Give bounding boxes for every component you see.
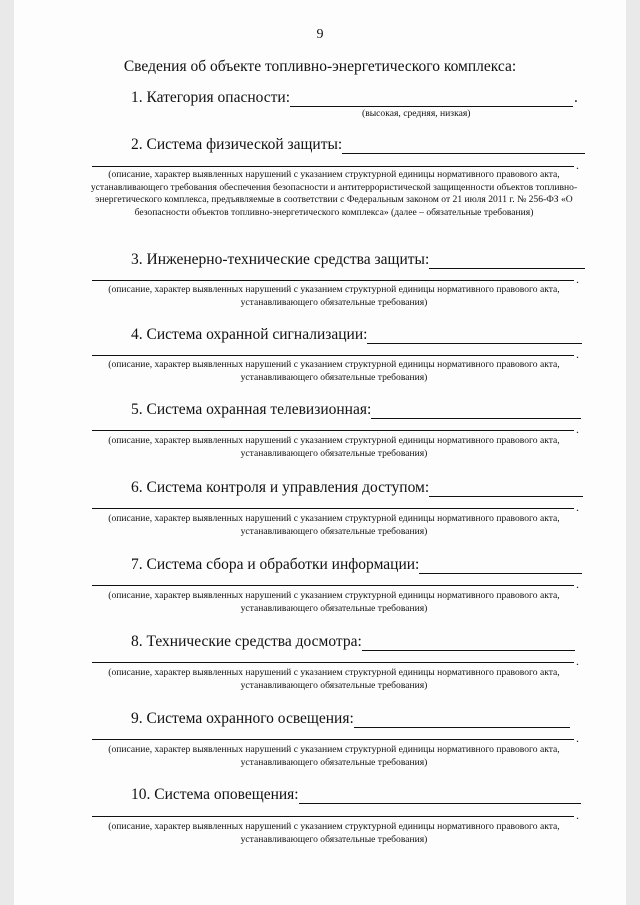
field-6-note: (описание, характер выявленных нарушений с указанием структурной единицы нормативного правового акта, устанавливающего обязательные требования) xyxy=(108,513,560,537)
field-4-label: 4. Система охранной сигнализации: xyxy=(131,326,368,343)
field-9-blank[interactable] xyxy=(354,712,570,728)
field-7-note: (описание, характер выявленных нарушений с указанием структурной единицы нормативного правового акта, устанавливающего обязательные требования) xyxy=(108,590,560,614)
field-2-label: 2. Система физической защиты: xyxy=(131,136,343,153)
field-7 xyxy=(131,556,582,574)
field-8 xyxy=(131,633,575,651)
field-5-note: (описание, характер выявленных нарушений с указанием структурной единицы нормативного правового акта, устанавливающего обязательные требования) xyxy=(108,435,560,459)
field-2-blank[interactable] xyxy=(342,138,585,154)
field-3-continuation-line[interactable]: . xyxy=(92,280,574,281)
field-7-label: 7. Система сбора и обработки информации: xyxy=(131,556,420,573)
field-1-blank[interactable] xyxy=(290,91,573,107)
field-8-continuation-line[interactable]: . xyxy=(92,662,574,663)
field-6 xyxy=(131,479,583,497)
field-10-continuation-line[interactable]: . xyxy=(92,816,574,817)
field-2-continuation-line[interactable]: . xyxy=(92,166,574,167)
field-3 xyxy=(131,251,585,269)
field-4-blank[interactable] xyxy=(367,328,582,344)
field-2-note: (описание, характер выявленных нарушений с указанием структурной единицы нормативного правового акта, устанавливающего требования обеспечения безопасности и антитеррористической защищенности объектов топливно-энергетического комплекса, предъявляемые в соответствии с Федеральным законом от 21 июля 2011 г. № 256-ФЗ «О безопасности объектов топливно-энергетического комплекса» (далее – обязательные требования) xyxy=(90,169,578,218)
field-1: 1. Категория опасности: . xyxy=(131,89,578,106)
field-10-note: (описание, характер выявленных нарушений с указанием структурной единицы нормативного правового акта, устанавливающего обязательные требования) xyxy=(108,821,560,845)
field-8-blank[interactable] xyxy=(362,635,575,651)
field-3-label: 3. Инженерно-технические средства защиты: xyxy=(131,251,430,268)
field-8-label: 8. Технические средства досмотра: xyxy=(131,633,362,650)
field-10 xyxy=(131,786,581,804)
page-number: 9 xyxy=(316,27,324,42)
field-6-label: 6. Система контроля и управления доступом: xyxy=(131,479,430,496)
field-6-continuation-line[interactable]: . xyxy=(92,508,574,509)
field-5-label: 5. Система охранная телевизионная: xyxy=(131,401,372,418)
field-9 xyxy=(131,710,570,728)
field-8-note: (описание, характер выявленных нарушений с указанием структурной единицы нормативного правового акта, устанавливающего обязательные требования) xyxy=(108,667,560,691)
field-5 xyxy=(131,401,581,419)
field-4-continuation-line[interactable]: . xyxy=(92,355,574,356)
field-1-label: 1. Категория опасности: xyxy=(131,89,291,106)
field-9-label: 9. Система охранного освещения: xyxy=(131,710,354,727)
field-4 xyxy=(131,326,582,344)
field-3-note: (описание, характер выявленных нарушений с указанием структурной единицы нормативного правового акта, устанавливающего обязательные требования) xyxy=(108,284,560,308)
field-7-blank[interactable] xyxy=(419,558,582,574)
field-10-blank[interactable] xyxy=(299,788,581,804)
field-5-blank[interactable] xyxy=(371,403,581,419)
field-9-note: (описание, характер выявленных нарушений с указанием структурной единицы нормативного правового акта, устанавливающего обязательные требования) xyxy=(108,744,560,768)
field-7-continuation-line[interactable]: . xyxy=(92,585,574,586)
field-5-continuation-line[interactable]: . xyxy=(92,430,574,431)
field-4-note: (описание, характер выявленных нарушений с указанием структурной единицы нормативного правового акта, устанавливающего обязательные требования) xyxy=(108,359,560,383)
field-1-hint: (высокая, средняя, низкая) xyxy=(362,108,471,119)
field-3-blank[interactable] xyxy=(429,253,585,269)
field-6-blank[interactable] xyxy=(429,481,583,497)
field-10-label: 10. Система оповещения: xyxy=(131,786,299,803)
field-9-continuation-line[interactable]: . xyxy=(92,739,574,740)
document-title: Сведения об объекте топливно-энергетического комплекса: xyxy=(123,58,517,75)
field-2 xyxy=(131,136,585,154)
